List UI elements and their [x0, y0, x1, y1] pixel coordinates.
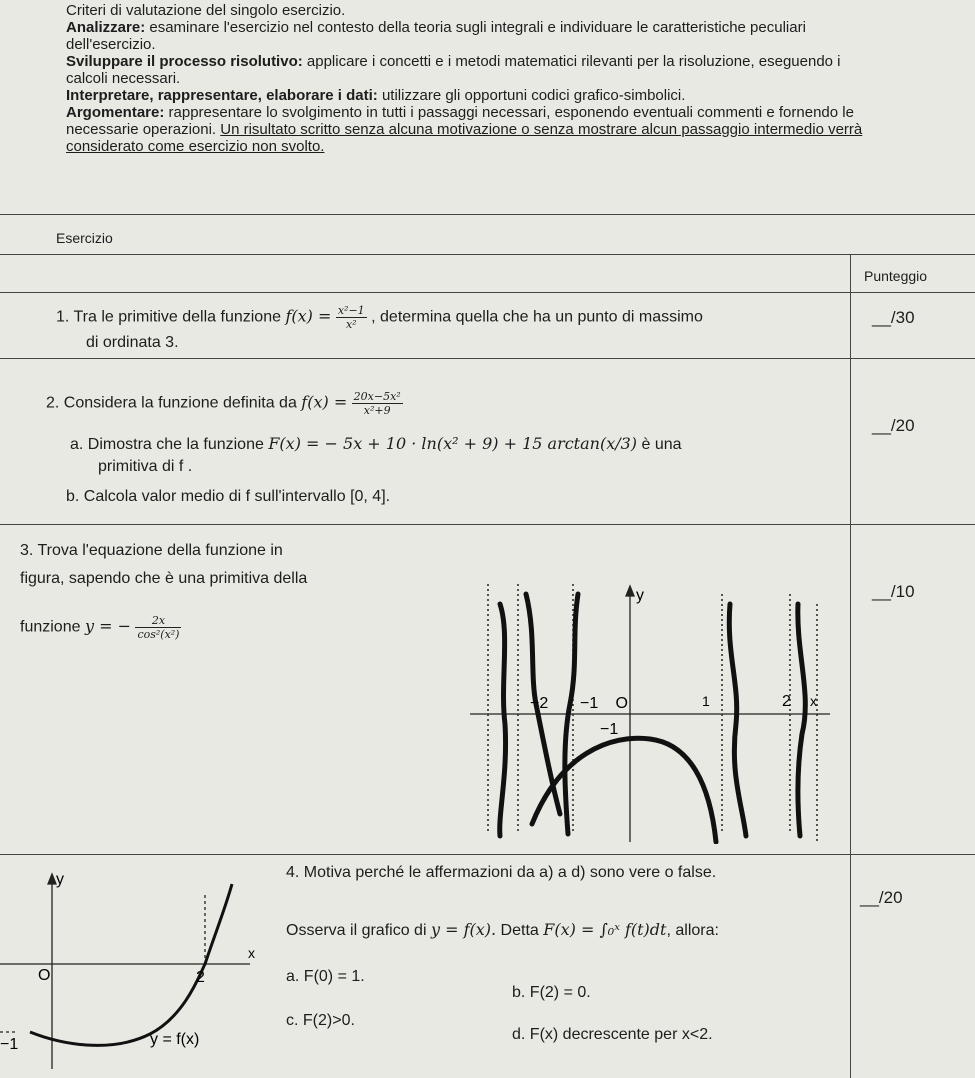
ex4-origin-label: O	[38, 967, 51, 984]
ex3-tick-label: −1	[580, 695, 599, 712]
ex2-part-a: a. Dimostra che la funzione F(x) = − 5x + 10 · ln(x² + 9) + 15 arctan(x/3) è una	[70, 434, 682, 453]
ex4-curve-label: y = f(x)	[150, 1031, 200, 1048]
ex4-score: __/20	[860, 888, 903, 907]
ex4-option-c: c. F(2)>0.	[286, 1012, 355, 1029]
ex3-graph	[460, 574, 840, 844]
criteria-sviluppare: Sviluppare il processo risolutivo: applicare i concetti e i metodi matematici rilevanti per la risoluzione, eseguendo i	[66, 53, 841, 70]
curve-main-arc	[532, 738, 716, 842]
ex1-score: __/30	[872, 308, 915, 327]
ex1-divider	[0, 358, 975, 359]
ex3-line1: 3. Trova l'equazione della funzione in	[20, 542, 283, 559]
exercise-table	[0, 212, 975, 1078]
ex3-y-label: y	[636, 587, 644, 604]
ex3-score: __/10	[872, 582, 915, 601]
ex2-score: __/20	[872, 416, 915, 435]
ex3-line3: funzione y = − $\frac{2x}{\text{cos²(x²)}}$	[20, 614, 180, 641]
header-divider	[0, 254, 975, 255]
criteria-analizzare: Analizzare: esaminare l'esercizio nel contesto della teoria sugli integrali e individuare le caratteristiche peculiari	[66, 19, 806, 36]
score-column-border	[850, 254, 851, 1078]
ex4-option-b: b. F(2) = 0.	[512, 984, 591, 1001]
header-punteggio: Punteggio	[864, 268, 928, 284]
ex4-option-d: d. F(x) decrescente per x<2.	[512, 1026, 713, 1043]
criteria-argomentare-end: considerato come esercizio non svolto.	[66, 138, 325, 155]
ex2-divider	[0, 524, 975, 525]
ex3-tick-label: −2	[530, 695, 549, 712]
ex4-x-label: x	[248, 945, 255, 961]
criteria-argomentare: Argomentare: rappresentare lo svolgimento in tutti i passaggi necessari, esponendo eventuali commenti e fornendo le	[66, 104, 854, 121]
criteria-sviluppare-cont: calcoli necessari.	[66, 70, 181, 87]
curve-branch	[500, 604, 506, 836]
ex4-graph	[0, 854, 270, 1074]
criteria-argomentare-cont: necessarie operazioni. Un risultato scritto senza alcuna motivazione o senza mostrare alcun passaggio intermedio verrà	[66, 121, 863, 138]
ex4-line1: 4. Motiva perché le affermazioni da a) a d) sono vere o false.	[286, 864, 717, 881]
ex2-part-a-cont: primitiva di f .	[98, 458, 193, 475]
criteria-intro	[66, 2, 971, 155]
ex3-tick-label: 1	[702, 693, 710, 709]
ex1-line2: di ordinata 3.	[86, 334, 179, 351]
header-esercizio: Esercizio	[56, 230, 113, 246]
ex2-line1: 2. Considera la funzione definita da f(x) = $\frac{\text{20x−5x²}}{\text{x²+9}}$	[46, 390, 401, 417]
ex4-minus-one-label: −1	[0, 1036, 19, 1053]
criteria-interpretare: Interpretare, rappresentare, elaborare i dati: utilizzare gli opportuni codici grafico-simbolici.	[66, 87, 686, 104]
ex4-option-a: a. F(0) = 1.	[286, 968, 365, 985]
table-top-border	[0, 214, 975, 215]
curve-branch	[729, 604, 746, 836]
y-axis-arrow	[48, 874, 56, 884]
criteria-analizzare-cont: dell'esercizio.	[66, 36, 156, 53]
ex3-line2: figura, sapendo che è una primitiva della	[20, 570, 308, 587]
ex1-line1: 1. Tra le primitive della funzione f(x) = $\frac{\text{x²−1}}{\text{x²}}$ , determina quella che ha un punto di massimo	[56, 304, 703, 331]
ex3-x-label: x	[810, 693, 817, 709]
ex3-minus-one-label: −1	[600, 721, 619, 738]
curve-branch	[798, 604, 805, 836]
ex4-y-label: y	[56, 871, 64, 888]
ex3-tick-label: 2	[782, 693, 791, 710]
f-curve	[30, 884, 232, 1045]
ex2-part-b: b. Calcola valor medio di f sull'intervallo [0, 4].	[66, 488, 391, 505]
criteria-heading: Criteri di valutazione del singolo esercizio.	[66, 2, 346, 19]
y-axis-arrow	[626, 586, 634, 596]
punteggio-divider	[0, 292, 975, 293]
ex4-tick-label: 2	[196, 969, 205, 986]
ex4-line2: Osserva il grafico di y = f(x). Detta F(x) = ∫₀ˣ f(t)dt, allora:	[286, 920, 719, 939]
ex3-origin-label: O	[615, 695, 628, 712]
